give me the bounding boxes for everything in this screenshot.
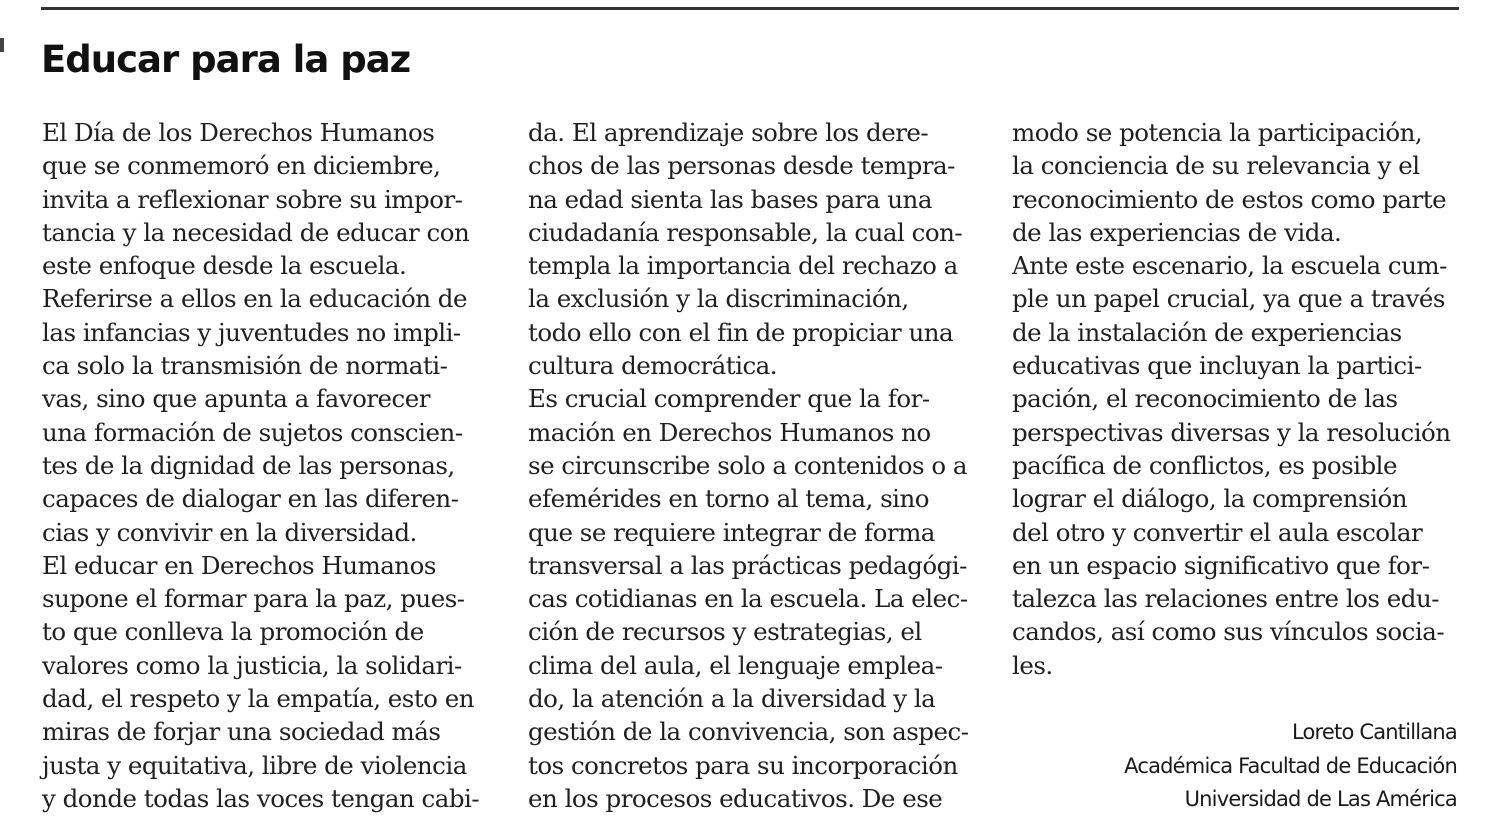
text-line: cas cotidianas en la escuela. La elec- [528, 584, 968, 614]
text-line: El Día de los Derechos Humanos [42, 118, 435, 147]
article-column-2 [528, 116, 978, 815]
text-line: na edad sienta las bases para una [528, 184, 932, 214]
author-name: Loreto Cantillana [1291, 720, 1457, 744]
text-line: lograr el diálogo, la comprensión [1012, 484, 1407, 514]
article-column-3 [1012, 116, 1460, 682]
text-line: ciudadanía responsable, la cual con- [528, 217, 963, 247]
text-line: que se requiere integrar de forma [528, 517, 935, 547]
text-line: la conciencia de su relevancia y el [1012, 151, 1420, 181]
text-line: dad, el respeto y la empatía, esto en [42, 684, 474, 714]
text-line: da. El aprendizaje sobre los dere- [528, 118, 929, 147]
text-line: capaces de dialogar en las diferen- [42, 484, 459, 514]
text-line: templa la importancia del rechazo a [528, 251, 958, 281]
article-column-1 [42, 116, 487, 815]
text-line: candos, así como sus vínculos socia- [1012, 617, 1445, 647]
text-line: del otro y convertir el aula escolar [1012, 517, 1423, 547]
author-institution: Universidad de Las América [1184, 787, 1457, 811]
text-line: invita a reflexionar sobre su impor- [42, 184, 463, 214]
text-line: y donde todas las voces tengan cabi- [42, 783, 480, 813]
text-line: reconocimiento de estos como parte [1012, 184, 1447, 214]
text-line: mación en Derechos Humanos no [528, 417, 931, 447]
text-line: efemérides en torno al tema, sino [528, 484, 930, 514]
text-line: una formación de sujetos conscien- [42, 417, 463, 447]
text-line: de las experiencias de vida. [1012, 217, 1342, 247]
article-headline: Educar para la paz [41, 38, 411, 81]
text-line: Ante este escenario, la escuela cum- [1012, 251, 1447, 281]
top-rule [41, 7, 1459, 10]
text-line: chos de las personas desde tempra- [528, 151, 955, 181]
adjacent-column-edge [0, 30, 5, 450]
text-line: este enfoque desde la escuela. [42, 251, 407, 281]
text-line: ple un papel crucial, ya que a través [1012, 284, 1445, 314]
text-line: miras de forjar una sociedad más [42, 717, 441, 747]
text-line: talezca las relaciones entre los edu- [1012, 584, 1440, 614]
text-line: to que conlleva la promoción de [42, 617, 424, 647]
text-line: ca solo la transmisión de normati- [42, 351, 448, 381]
text-line: justa y equitativa, libre de violencia [42, 750, 467, 780]
text-line: tancia y la necesidad de educar con [42, 217, 470, 247]
text-line: la exclusión y la discriminación, [528, 284, 909, 314]
text-line: Referirse a ellos en la educación de [42, 284, 467, 314]
text-line: Es crucial comprender que la for- [528, 384, 930, 414]
text-line: pación, el reconocimiento de las [1012, 384, 1398, 414]
text-line: las infancias y juventudes no impli- [42, 317, 461, 347]
text-line: supone el formar para la paz, pues- [42, 584, 465, 614]
text-line: transversal a las prácticas pedagógi- [528, 550, 967, 580]
text-line: se circunscribe solo a contenidos o a [528, 450, 967, 480]
text-line: en un espacio significativo que for- [1012, 550, 1430, 580]
author-position: Académica Facultad de Educación [1124, 753, 1457, 778]
text-line: ción de recursos y estrategias, el [528, 617, 922, 647]
text-line: de la instalación de experiencias [1012, 317, 1402, 347]
text-line: pacífica de conflictos, es posible [1012, 450, 1398, 480]
text-line: tes de la dignidad de las personas, [42, 450, 455, 480]
text-line: El educar en Derechos Humanos [42, 550, 436, 580]
text-line: cias y convivir en la diversidad. [42, 517, 417, 547]
text-line: clima del aula, el lenguaje emplea- [528, 650, 943, 680]
text-line: vas, sino que apunta a favorecer [42, 384, 430, 414]
text-line: les. [1012, 650, 1053, 680]
text-line: modo se potencia la participación, [1012, 118, 1423, 147]
edge-mark [0, 38, 4, 52]
text-line: que se conmemoró en diciembre, [42, 151, 441, 181]
text-line: gestión de la convivencia, son aspec- [528, 717, 969, 747]
text-line: en los procesos educativos. De ese [528, 783, 943, 813]
author-signature [1124, 716, 1457, 817]
text-line: valores como la justicia, la solidari- [42, 650, 462, 680]
text-line: cultura democrática. [528, 351, 778, 381]
text-line: educativas que incluyan la partici- [1012, 351, 1422, 381]
text-line: perspectivas diversas y la resolución [1012, 417, 1451, 447]
text-line: tos concretos para su incorporación [528, 750, 958, 780]
text-line: do, la atención a la diversidad y la [528, 684, 936, 714]
text-line: todo ello con el fin de propiciar una [528, 317, 954, 347]
